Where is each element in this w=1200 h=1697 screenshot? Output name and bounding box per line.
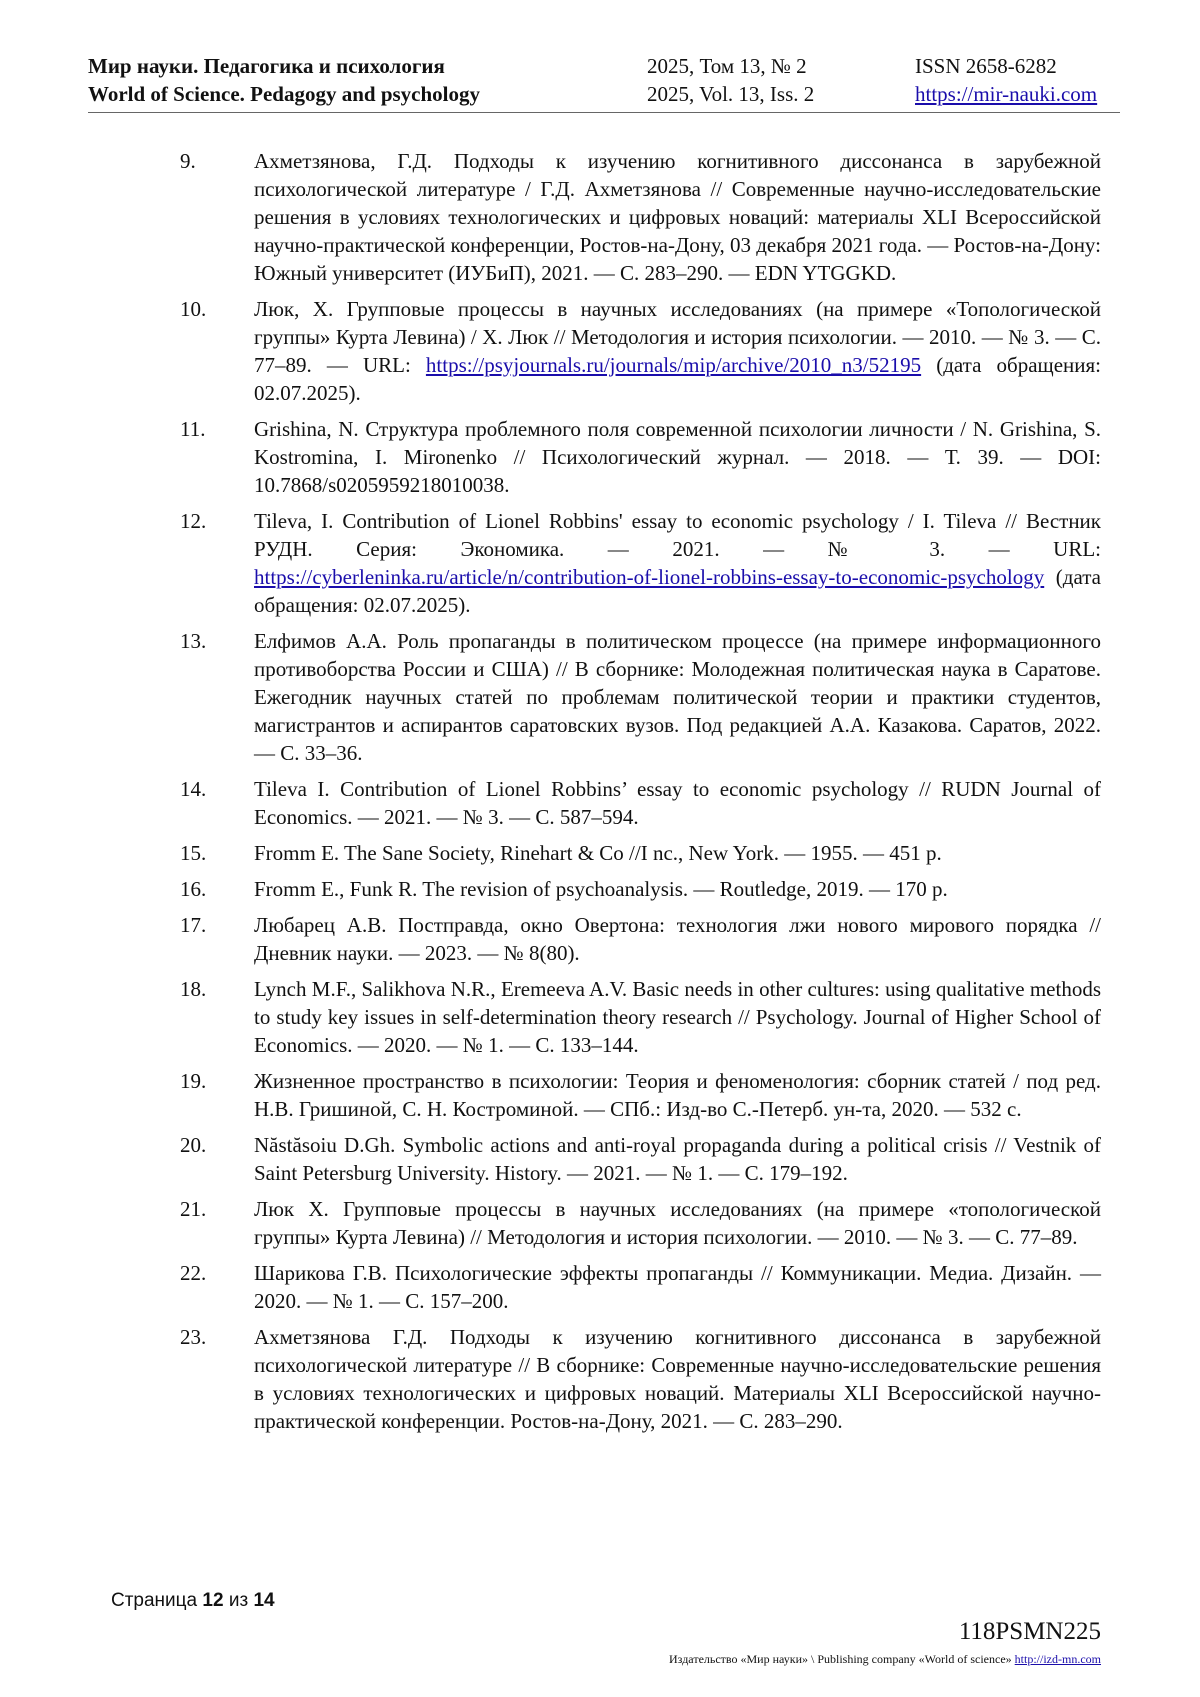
publisher-text: Издательство «Мир науки» \ Publishing company «World of science» xyxy=(669,1652,1012,1666)
reference-text: Елфимов А.А. Роль пропаганды в политическом процессе (на примере информационного противоборства России и США) // В сборнике: Молодежная политическая наука в Саратове. Ежегодник научных статей по проблемам политической теории и практики студентов, магистрантов и аспирантов саратовских вузов. Под редакцией А.А. Казакова. Саратов, 2022. — С. 33–36. xyxy=(254,629,1101,765)
reference-text: Жизненное пространство в психологии: Теория и феноменология: сборник статей / под ред. Н.В. Гришиной, С. Н. Костроминой. — СПб.: Изд-во С.-Петерб. ун-та, 2020. — 532 с. xyxy=(254,1069,1101,1121)
reference-item xyxy=(180,1195,1101,1251)
reference-number: 12. xyxy=(180,509,207,533)
reference-access-date: (дата обращения: 02.07.2025). xyxy=(254,565,1101,617)
reference-text: Люк Х. Групповые процессы в научных исследованиях (на примере «топологической группы» Курта Левина) // Методология и история психологии. — 2010. — № 3. — С. 77–89. xyxy=(254,1197,1101,1249)
journal-website-link[interactable]: https://mir-nauki.com xyxy=(915,82,1098,106)
reference-item xyxy=(180,507,1101,619)
reference-number: 18. xyxy=(180,977,207,1001)
reference-number: 17. xyxy=(180,913,207,937)
reference-text: Năstăsoiu D.Gh. Symbolic actions and anti-royal propaganda during a political crisis // Vestnik of Saint Petersburg University. History. — 2021. — № 1. — С. 179–192. xyxy=(254,1133,1101,1185)
page-total: 14 xyxy=(253,1590,275,1611)
reference-item xyxy=(180,975,1101,1059)
issue-block xyxy=(647,52,915,108)
journal-title-en: World of Science. Pedagogy and psychology xyxy=(88,82,481,106)
reference-number: 16. xyxy=(180,877,207,901)
reference-number: 22. xyxy=(180,1261,207,1285)
reference-text: Fromm E. The Sane Society, Rinehart & Co //I nc., New York. — 1955. — 451 p. xyxy=(254,841,942,865)
publisher-line xyxy=(669,1652,1101,1667)
reference-text: Tileva, I. Contribution of Lionel Robbins' essay to economic psychology / I. Tileva // Вестник РУДН. Серия: Экономика. — 2021. — № 3. — URL: xyxy=(254,509,1101,561)
reference-item xyxy=(180,627,1101,767)
reference-item xyxy=(180,875,1101,903)
reference-item xyxy=(180,1323,1101,1435)
page-number xyxy=(111,1590,275,1612)
reference-item xyxy=(180,1131,1101,1187)
reference-link[interactable]: https://cyberleninka.ru/article/n/contribution-of-lionel-robbins-essay-to-economic-psychology xyxy=(254,565,1045,589)
issue-en: 2025, Vol. 13, Iss. 2 xyxy=(647,82,815,106)
reference-item xyxy=(180,911,1101,967)
reference-text: Lynch M.F., Salikhova N.R., Eremeeva A.V. Basic needs in other cultures: using qualitative methods to study key issues in self-determination theory research // Psychology. Journal of Higher School of Economics. — 2020. — № 1. — С. 133–144. xyxy=(254,977,1101,1057)
reference-number: 11. xyxy=(180,417,206,441)
reference-number: 10. xyxy=(180,297,207,321)
reference-number: 19. xyxy=(180,1069,207,1093)
reference-item xyxy=(180,295,1101,407)
journal-title-block xyxy=(88,52,647,108)
reference-number: 15. xyxy=(180,841,207,865)
reference-number: 21. xyxy=(180,1197,207,1221)
reference-number: 13. xyxy=(180,629,207,653)
reference-text: Fromm E., Funk R. The revision of psychoanalysis. — Routledge, 2019. — 170 p. xyxy=(254,877,948,901)
reference-number: 23. xyxy=(180,1325,207,1349)
reference-text: Grishina, N. Структура проблемного поля современной психологии личности / N. Grishina, S. Kostromina, I. Mironenko // Психологический журнал. — 2018. — Т. 39. — DOI: 10.7868/s0205959218010038. xyxy=(254,417,1101,497)
page-of: из xyxy=(228,1590,249,1611)
reference-text: Ахметзянова Г.Д. Подходы к изучению когнитивного диссонанса в зарубежной психологической литературе // В сборнике: Современные научно-исследовательские решения в условиях технологических и цифровых новаций. Материалы XLI Всероссийской научно-практической конференции. Ростов-на-Дону, 2021. — С. 283–290. xyxy=(254,1325,1101,1433)
reference-text: Tileva I. Contribution of Lionel Robbins’ essay to economic psychology // RUDN Journal of Economics. — 2021. — № 3. — С. 587–594. xyxy=(254,777,1101,829)
reference-number: 14. xyxy=(180,777,207,801)
reference-number: 20. xyxy=(180,1133,207,1157)
reference-text: Люк, Х. Групповые процессы в научных исследованиях (на примере «Топологической группы» Курта Левина) / Х. Люк // Методология и история психологии. — 2010. — № 3. — С. 77–89. — URL: xyxy=(254,297,1101,377)
journal-title-ru: Мир науки. Педагогика и психология xyxy=(88,54,445,78)
reference-item xyxy=(180,839,1101,867)
reference-item xyxy=(180,147,1101,287)
publisher-link[interactable]: http://izd-mn.com xyxy=(1014,1652,1101,1666)
page-label: Страница xyxy=(111,1590,198,1611)
article-code: 118PSMN225 xyxy=(958,1618,1101,1645)
page-current: 12 xyxy=(202,1590,224,1611)
issn: ISSN 2658-6282 xyxy=(915,54,1057,78)
reference-access-date: (дата обращения: 02.07.2025). xyxy=(254,353,1101,405)
reference-text: Любарец А.В. Постправда, окно Овертона: технология лжи нового мирового порядка // Дневник науки. — 2023. — № 8(80). xyxy=(254,913,1101,965)
reference-text: Шарикова Г.В. Психологические эффекты пропаганды // Коммуникации. Медиа. Дизайн. — 2020. — № 1. — С. 157–200. xyxy=(254,1261,1101,1313)
issn-block xyxy=(915,52,1120,108)
page-header xyxy=(88,52,1120,113)
reference-item xyxy=(180,775,1101,831)
reference-item xyxy=(180,1067,1101,1123)
reference-text: Ахметзянова, Г.Д. Подходы к изучению когнитивного диссонанса в зарубежной психологической литературе / Г.Д. Ахметзянова // Современные научно-исследовательские решения в условиях технологических и цифровых новаций: материалы XLI Всероссийской научно-практической конференции, Ростов-на-Дону, 03 декабря 2021 года. — Ростов-на-Дону: Южный университет (ИУБиП), 2021. — С. 283–290. — EDN YTGGKD. xyxy=(254,149,1101,285)
reference-link[interactable]: https://psyjournals.ru/journals/mip/archive/2010_n3/52195 xyxy=(425,353,922,377)
reference-item xyxy=(180,1259,1101,1315)
reference-item xyxy=(180,415,1101,499)
reference-list xyxy=(180,147,1101,1443)
reference-number: 9. xyxy=(180,149,196,173)
issue-ru: 2025, Том 13, № 2 xyxy=(647,54,807,78)
